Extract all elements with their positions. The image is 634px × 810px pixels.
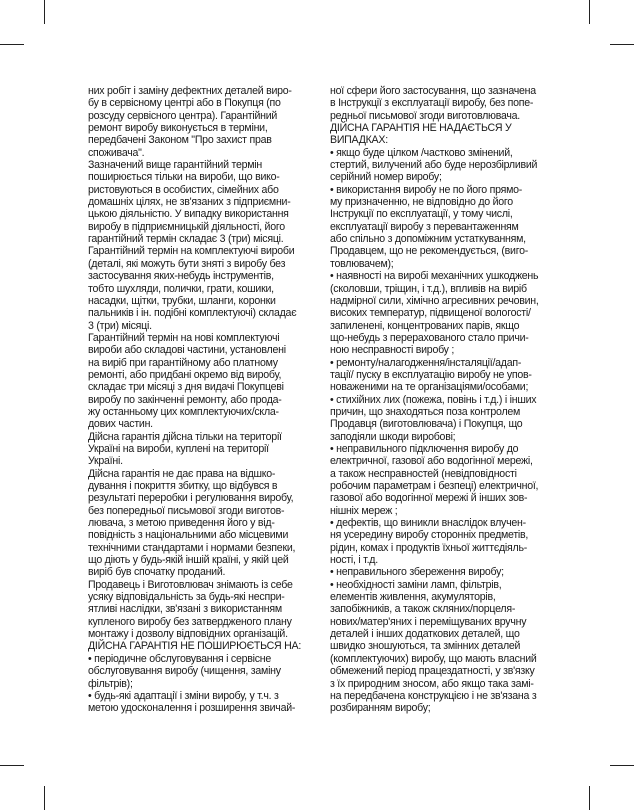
text-line: пальників і ін. подібні комплектуючі) складає: [88, 307, 297, 320]
text-line: швидко зношуються, та змінних деталей: [330, 640, 521, 653]
text-line: • наявності на виробі механічних ушкоджень: [330, 270, 539, 283]
text-line: • ремонту/налагодження/інсталяції/адап-: [330, 356, 522, 369]
text-line: високих температур, підвищеної вологості/: [330, 307, 531, 320]
text-line: них робіт і заміну дефектних деталей виро-: [88, 85, 292, 97]
text-line: застосування яких-небудь інструментів,: [88, 270, 274, 283]
text-line: • будь-які адаптації і зміни виробу, у т.ч. з: [88, 689, 279, 702]
crop-mark-bottom-left-horizontal: [0, 765, 24, 766]
crop-mark-bottom-left-vertical: [44, 786, 45, 810]
text-line: монтажу і дозволу відповідних організацій.: [88, 628, 288, 641]
text-line: • неправильного підключення виробу до: [330, 442, 519, 455]
text-line: • необхідності заміни ламп, фільтрів,: [330, 578, 502, 591]
text-line: повідність з національними або місцевими: [88, 529, 289, 542]
text-line: Продавця (виготовлювача) і Покупця, що: [330, 418, 523, 431]
crop-mark-top-right-horizontal: [610, 44, 634, 45]
text-line: жу останньому цих комплектуючих/скла-: [88, 405, 279, 418]
text-line: ристовуються в особистих, сімейних або: [88, 183, 279, 196]
text-line: надмірної сили, хімічно агресивних речовин,: [330, 294, 539, 307]
text-line: вироби або складові частини, установлені: [88, 344, 286, 357]
text-line: елементів живлення, акумуляторів,: [330, 591, 496, 604]
text-line: на передбачена конструкцією і не зв'язана з: [330, 689, 537, 702]
text-line: ною несправності виробу ;: [330, 344, 455, 357]
text-line: бу в сервісному центрі або в Покупця (по: [88, 97, 281, 110]
text-line: деталей і інших додаткових деталей, що: [330, 628, 520, 641]
text-line: що-небудь з перерахованого стало причи-: [330, 331, 529, 344]
text-line: передбачені Законом "Про захист прав: [88, 134, 272, 147]
left-text-column: [88, 85, 300, 715]
text-line: без попередньої письмової згоди виготов-: [88, 504, 285, 517]
text-line: газової або водогінної мережі й інших зов-: [330, 492, 528, 505]
text-line: • якщо буде цілком /частково змінений,: [330, 146, 513, 159]
text-line: запиленені, концентрованих парів, якщо: [330, 319, 520, 332]
text-line: Продавцем, що не рекомендується, (виго-: [330, 245, 528, 258]
text-line: редньої письмової згоди виготовлювача.: [330, 109, 520, 122]
text-line: Україні.: [88, 455, 123, 468]
text-line: Гарантійний термін на комплектуючі вироби: [88, 245, 295, 258]
crop-mark-bottom-right-horizontal: [610, 765, 634, 766]
text-line: рідин, комах і продуктів їхньої життєдіяль-: [330, 541, 527, 554]
text-line: новаженими на те організаціями/особами;: [330, 381, 529, 394]
text-line: купленого виробу без затвердженого плану: [88, 615, 292, 628]
text-line: або спільно з допоміжним устаткуванням,: [330, 233, 526, 246]
crop-mark-top-left-vertical: [44, 0, 45, 24]
text-line: • використання виробу не по його прямо-: [330, 183, 523, 196]
text-line: виробу в підприємницькій діяльності, його: [88, 220, 285, 233]
text-line: технічними стандартами і нормами безпеки,: [88, 541, 296, 554]
text-line: Дійсна гарантія не дає права на відшко-: [88, 467, 276, 480]
text-line: Інструкції по експлуатації, у тому числі,: [330, 208, 513, 221]
text-line: ДІЙСНА ГАРАНТІЯ НЕ НАДАЄТЬСЯ У: [330, 122, 512, 135]
text-line: тації/ пуску в експлуатацію виробу не упов-: [330, 368, 532, 381]
text-line: ня усередину виробу сторонніх предметів,: [330, 529, 529, 542]
text-line: ДІЙСНА ГАРАНТІЯ НЕ ПОШИРЮЄТЬСЯ НА:: [88, 640, 302, 653]
text-line: тобто шухляди, полички, грати, кошики,: [88, 282, 274, 295]
text-line: заподіяли шкоди виробові;: [330, 430, 456, 443]
text-line: 3 (три) місяці.: [88, 319, 152, 332]
text-line: цькою діяльністю. У випадку використання: [88, 208, 289, 221]
text-line: робочим параметрам і безпеці) електричної,: [330, 480, 539, 492]
text-line: стертий, вилучений або буде нерозбірливий: [330, 159, 538, 172]
text-line: (деталі, які можуть бути зняті з виробу без: [88, 257, 286, 270]
text-line: споживача".: [88, 146, 145, 159]
text-line: ремонт виробу виконується в терміни,: [88, 122, 268, 135]
text-line: складає три місяці з дня видачі Покупцеві: [88, 381, 284, 394]
text-line: Продавець і Виготовлювач знімають із себе: [88, 578, 293, 591]
text-line: (сколовши, тріщин, і т.д.), впливів на виріб: [330, 282, 527, 295]
text-line: нішніх мереж ;: [330, 504, 398, 517]
text-line: • неправильного збереження виробу;: [330, 566, 504, 579]
text-line: виробу по закінченні ремонту, або прода-: [88, 393, 282, 406]
text-line: серійний номер виробу;: [330, 171, 442, 184]
text-line: фільтрів);: [88, 677, 133, 690]
crop-mark-bottom-right-vertical: [589, 786, 590, 810]
text-line: ВИПАДКАХ:: [330, 134, 388, 147]
text-line: Дійсна гарантія дійсна тільки на території: [88, 430, 282, 443]
text-line: гарантійний термін складає 3 (три) місяці.: [88, 233, 284, 246]
crop-mark-top-left-horizontal: [0, 44, 24, 45]
text-line: усяку відповідальність за будь-які неспри-: [88, 591, 285, 604]
text-line: запобіжників, а також скляних/порцеля-: [330, 603, 516, 616]
text-line: нових/матер'яних і переміщуваних вручну: [330, 615, 527, 628]
text-line: • стихійних лих (пожежа, повінь і т.д.) і інших: [330, 393, 537, 406]
text-line: товлювачем);: [330, 257, 394, 270]
text-line: обмежений період працездатності, у зв'язку: [330, 665, 535, 678]
text-line: в Інструкції з експлуатації виробу, без попе-: [330, 97, 534, 110]
text-line: обслуговування виробу (чищення, заміну: [88, 665, 281, 678]
text-line: дових частин.: [88, 418, 153, 431]
text-line: на виріб при гарантійному або платному: [88, 356, 278, 369]
text-line: лювача, з метою приведення його у від-: [88, 517, 275, 530]
text-line: результаті переробки і регулювання виробу,: [88, 492, 294, 505]
text-line: поширюється тільки на вироби, що вико-: [88, 171, 280, 184]
text-line: ності, і т.д.: [330, 554, 378, 567]
text-line: домашніх цілях, не зв'язаних з підприємни-: [88, 196, 291, 209]
crop-mark-top-right-vertical: [589, 0, 590, 24]
text-line: експлуатації виробу з перевантаженням: [330, 220, 519, 233]
text-line: а також несправностей (невідповідності: [330, 467, 517, 480]
text-line: електричної, газової або водогінної мережі,: [330, 455, 533, 468]
text-line: метою удосконалення і розширення звичай-: [88, 702, 296, 715]
text-line: з їх природним зносом, або якщо така замі-: [330, 677, 534, 690]
text-line: (комплектуючих) виробу, що мають власний: [330, 652, 537, 665]
text-line: розсуду сервісного центра). Гарантійний: [88, 109, 278, 122]
text-line: що діють у будь-якій іншій країні, у якій цей: [88, 554, 289, 567]
text-line: му призначенню, не відповідно до його: [330, 196, 513, 209]
text-line: виріб був спочатку проданий.: [88, 566, 226, 579]
text-line: • дефектів, що виникли внаслідок влучен-: [330, 517, 526, 530]
text-line: ятливі наслідки, зв'язані з використанням: [88, 603, 282, 616]
text-line: насадки, щітки, трубки, шланги, коронки: [88, 294, 276, 307]
text-line: Зазначений вище гарантійний термін: [88, 159, 262, 172]
text-line: дування і покриття збитку, що відбувся в: [88, 480, 278, 492]
text-line: ної сфери його застосування, що зазначена: [330, 85, 536, 97]
right-text-column: [330, 85, 548, 715]
text-line: причин, що знаходяться поза контролем: [330, 405, 521, 418]
text-line: ремонті, або придбані окремо від виробу,: [88, 368, 282, 381]
text-line: розбиранням виробу;: [330, 702, 431, 715]
text-line: • періодичне обслуговування і сервісне: [88, 652, 271, 665]
text-line: Гарантійний термін на нові комплектуючі: [88, 331, 280, 344]
text-line: Україні на вироби, куплені на території: [88, 442, 269, 455]
